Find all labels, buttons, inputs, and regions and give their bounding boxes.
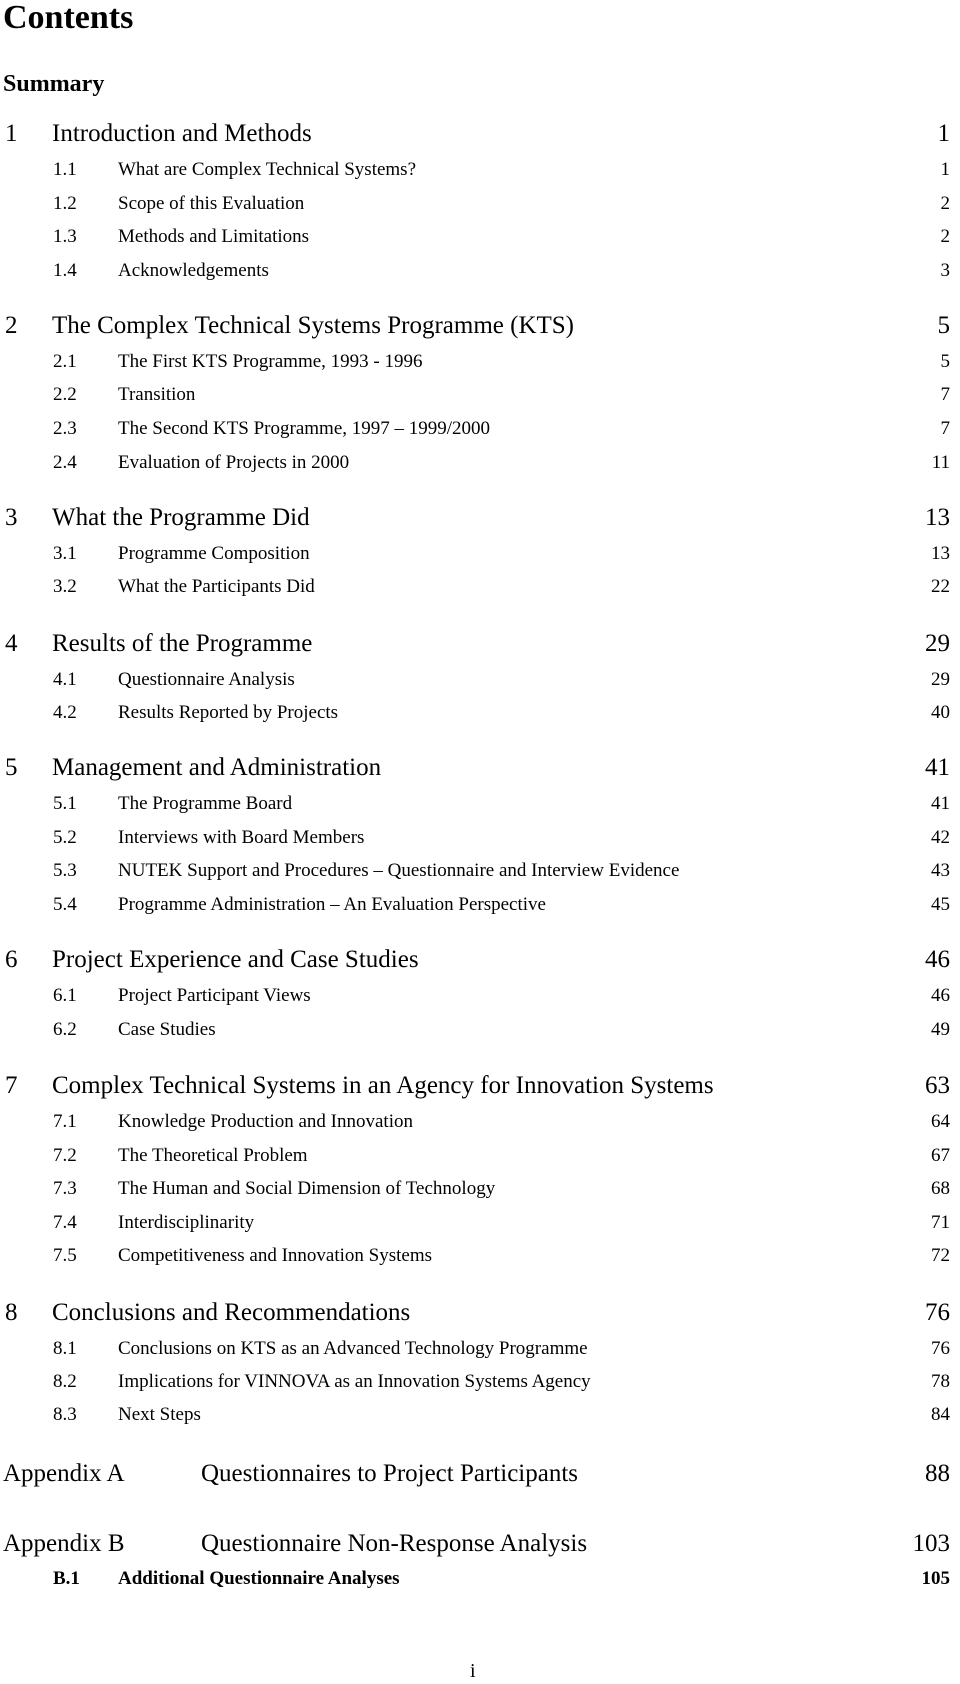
section-number: 1.4 (53, 260, 77, 281)
section-title: The Programme Board (118, 793, 293, 814)
section-number: 3.2 (53, 576, 77, 597)
section-number: 7.5 (53, 1245, 77, 1266)
section-title: Transition (118, 384, 196, 405)
page-title: Contents (3, 0, 134, 36)
toc-appendix-a[interactable] (0, 1458, 960, 1490)
chapter-number: 3 (5, 504, 18, 531)
toc-chapter-3[interactable] (0, 502, 960, 534)
section-title: Project Participant Views (118, 985, 311, 1006)
section-title: NUTEK Support and Procedures – Questionnaire and Interview Evidence (118, 860, 680, 881)
section-page: 2 (940, 226, 950, 247)
section-title: The Theoretical Problem (118, 1145, 308, 1166)
toc-section-7-2[interactable] (0, 1143, 960, 1169)
section-title: The First KTS Programme, 1993 - 1996 (118, 351, 423, 372)
section-page: 84 (931, 1404, 950, 1425)
section-title: Scope of this Evaluation (118, 193, 305, 214)
section-page: 46 (931, 985, 950, 1006)
chapter-number: 6 (5, 946, 18, 973)
appendix-label: Appendix A (3, 1460, 125, 1487)
toc-chapter-7[interactable] (0, 1070, 960, 1102)
toc-chapter-8[interactable] (0, 1297, 960, 1329)
section-title: Interviews with Board Members (118, 827, 365, 848)
section-page: 2 (940, 193, 950, 214)
appendix-page: 103 (912, 1530, 950, 1557)
chapter-page: 1 (937, 120, 950, 147)
section-number: 4.1 (53, 669, 77, 690)
chapter-page: 29 (925, 630, 950, 657)
toc-section-1-2[interactable] (0, 191, 960, 217)
section-page: 67 (931, 1145, 950, 1166)
section-title: Interdisciplinarity (118, 1212, 255, 1233)
toc-section-2-2[interactable] (0, 382, 960, 408)
chapter-page: 41 (925, 754, 950, 781)
chapter-page: 76 (925, 1299, 950, 1326)
section-page: 1 (940, 159, 950, 180)
section-page: 11 (931, 452, 950, 473)
section-title: Next Steps (118, 1404, 201, 1425)
toc-section-b-1[interactable] (0, 1566, 960, 1592)
section-title: What are Complex Technical Systems? (118, 159, 417, 180)
page-number-footer: i (470, 1660, 476, 1682)
chapter-page: 63 (925, 1072, 950, 1099)
section-page: 105 (921, 1568, 950, 1589)
chapter-title: Management and Administration (52, 754, 382, 781)
toc-section-1-3[interactable] (0, 224, 960, 250)
toc-section-5-1[interactable] (0, 791, 960, 817)
chapter-title: What the Programme Did (52, 504, 310, 531)
chapter-number: 8 (5, 1299, 18, 1326)
toc-section-2-4[interactable] (0, 450, 960, 476)
section-number: 2.1 (53, 351, 77, 372)
section-title: Questionnaire Analysis (118, 669, 295, 690)
section-page: 3 (940, 260, 950, 281)
toc-section-4-2[interactable] (0, 700, 960, 726)
section-page: 7 (940, 418, 950, 439)
section-page: 29 (931, 669, 950, 690)
section-page: 7 (940, 384, 950, 405)
chapter-title: Project Experience and Case Studies (52, 946, 419, 973)
section-title: What the Participants Did (118, 576, 315, 597)
toc-section-8-2[interactable] (0, 1369, 960, 1395)
section-page: 22 (931, 576, 950, 597)
toc-chapter-5[interactable] (0, 752, 960, 784)
section-page: 43 (931, 860, 950, 881)
section-number: 2.4 (53, 452, 77, 473)
section-number: 4.2 (53, 702, 77, 723)
section-number: 6.2 (53, 1019, 77, 1040)
toc-chapter-6[interactable] (0, 944, 960, 976)
section-title: Programme Composition (118, 543, 310, 564)
chapter-number: 1 (5, 120, 18, 147)
section-number: 8.2 (53, 1371, 77, 1392)
section-title: The Human and Social Dimension of Technology (118, 1178, 496, 1199)
section-page: 41 (931, 793, 950, 814)
summary-heading[interactable]: Summary (3, 71, 105, 97)
chapter-number: 4 (5, 630, 18, 657)
chapter-number: 2 (5, 312, 18, 339)
toc-chapter-1[interactable] (0, 118, 960, 150)
toc-section-7-4[interactable] (0, 1210, 960, 1236)
toc-section-8-3[interactable] (0, 1402, 960, 1428)
toc-section-8-1[interactable] (0, 1336, 960, 1362)
section-title: Methods and Limitations (118, 226, 310, 247)
section-number: 1.1 (53, 159, 77, 180)
chapter-title: Complex Technical Systems in an Agency for Innovation Systems (52, 1072, 714, 1099)
section-title: The Second KTS Programme, 1997 – 1999/2000 (118, 418, 491, 439)
chapter-title: Conclusions and Recommendations (52, 1299, 411, 1326)
chapter-title: Results of the Programme (52, 630, 313, 657)
section-page: 64 (931, 1111, 950, 1132)
section-number: 8.1 (53, 1338, 77, 1359)
section-number: 7.3 (53, 1178, 77, 1199)
section-page: 68 (931, 1178, 950, 1199)
appendix-title: Questionnaires to Project Participants (201, 1460, 579, 1487)
section-title: Evaluation of Projects in 2000 (118, 452, 350, 473)
toc-section-1-4[interactable] (0, 258, 960, 284)
toc-section-1-1[interactable] (0, 157, 960, 183)
section-number: 7.1 (53, 1111, 77, 1132)
section-number: 5.1 (53, 793, 77, 814)
section-page: 72 (931, 1245, 950, 1266)
section-page: 13 (931, 543, 950, 564)
toc-chapter-4[interactable] (0, 628, 960, 660)
toc-section-2-1[interactable] (0, 349, 960, 375)
toc-section-7-5[interactable] (0, 1243, 960, 1269)
section-number: 1.2 (53, 193, 77, 214)
section-number: 1.3 (53, 226, 77, 247)
section-number: 7.4 (53, 1212, 77, 1233)
appendix-label: Appendix B (3, 1530, 125, 1557)
section-number: 3.1 (53, 543, 77, 564)
section-page: 71 (931, 1212, 950, 1233)
section-title: Acknowledgements (118, 260, 269, 281)
toc-section-5-2[interactable] (0, 825, 960, 851)
section-number: 7.2 (53, 1145, 77, 1166)
toc-section-7-3[interactable] (0, 1176, 960, 1202)
chapter-title: Introduction and Methods (52, 120, 312, 147)
toc-section-3-2[interactable] (0, 574, 960, 600)
section-number: 2.2 (53, 384, 77, 405)
section-title: Competitiveness and Innovation Systems (118, 1245, 433, 1266)
section-title: Implications for VINNOVA as an Innovation Systems Agency (118, 1371, 591, 1392)
section-page: 78 (931, 1371, 950, 1392)
toc-section-6-2[interactable] (0, 1017, 960, 1043)
section-number: B.1 (53, 1568, 80, 1589)
section-number: 5.2 (53, 827, 77, 848)
chapter-page: 5 (937, 312, 950, 339)
section-number: 8.3 (53, 1404, 77, 1425)
section-number: 5.3 (53, 860, 77, 881)
section-title: Programme Administration – An Evaluation Perspective (118, 894, 546, 915)
section-page: 40 (931, 702, 950, 723)
section-page: 42 (931, 827, 950, 848)
appendix-title: Questionnaire Non-Response Analysis (201, 1530, 588, 1557)
section-title: Case Studies (118, 1019, 216, 1040)
section-title: Knowledge Production and Innovation (118, 1111, 413, 1132)
section-page: 49 (931, 1019, 950, 1040)
chapter-page: 13 (925, 504, 950, 531)
section-page: 45 (931, 894, 950, 915)
chapter-number: 5 (5, 754, 18, 781)
toc-section-2-3[interactable] (0, 416, 960, 442)
section-number: 6.1 (53, 985, 77, 1006)
toc-chapter-2[interactable] (0, 310, 960, 342)
toc-appendix-b[interactable] (0, 1528, 960, 1560)
toc-section-7-1[interactable] (0, 1109, 960, 1135)
section-page: 76 (931, 1338, 950, 1359)
section-title: Results Reported by Projects (118, 702, 339, 723)
toc-section-4-1[interactable] (0, 667, 960, 693)
toc-section-5-4[interactable] (0, 892, 960, 918)
section-title: Additional Questionnaire Analyses (118, 1568, 400, 1589)
toc-section-5-3[interactable] (0, 858, 960, 884)
appendix-page: 88 (925, 1460, 950, 1487)
chapter-number: 7 (5, 1072, 18, 1099)
section-page: 5 (940, 351, 950, 372)
section-number: 5.4 (53, 894, 77, 915)
chapter-title: The Complex Technical Systems Programme (KTS) (52, 312, 574, 339)
chapter-page: 46 (925, 946, 950, 973)
toc-section-6-1[interactable] (0, 983, 960, 1009)
toc-section-3-1[interactable] (0, 541, 960, 567)
section-number: 2.3 (53, 418, 77, 439)
section-title: Conclusions on KTS as an Advanced Technology Programme (118, 1338, 588, 1359)
